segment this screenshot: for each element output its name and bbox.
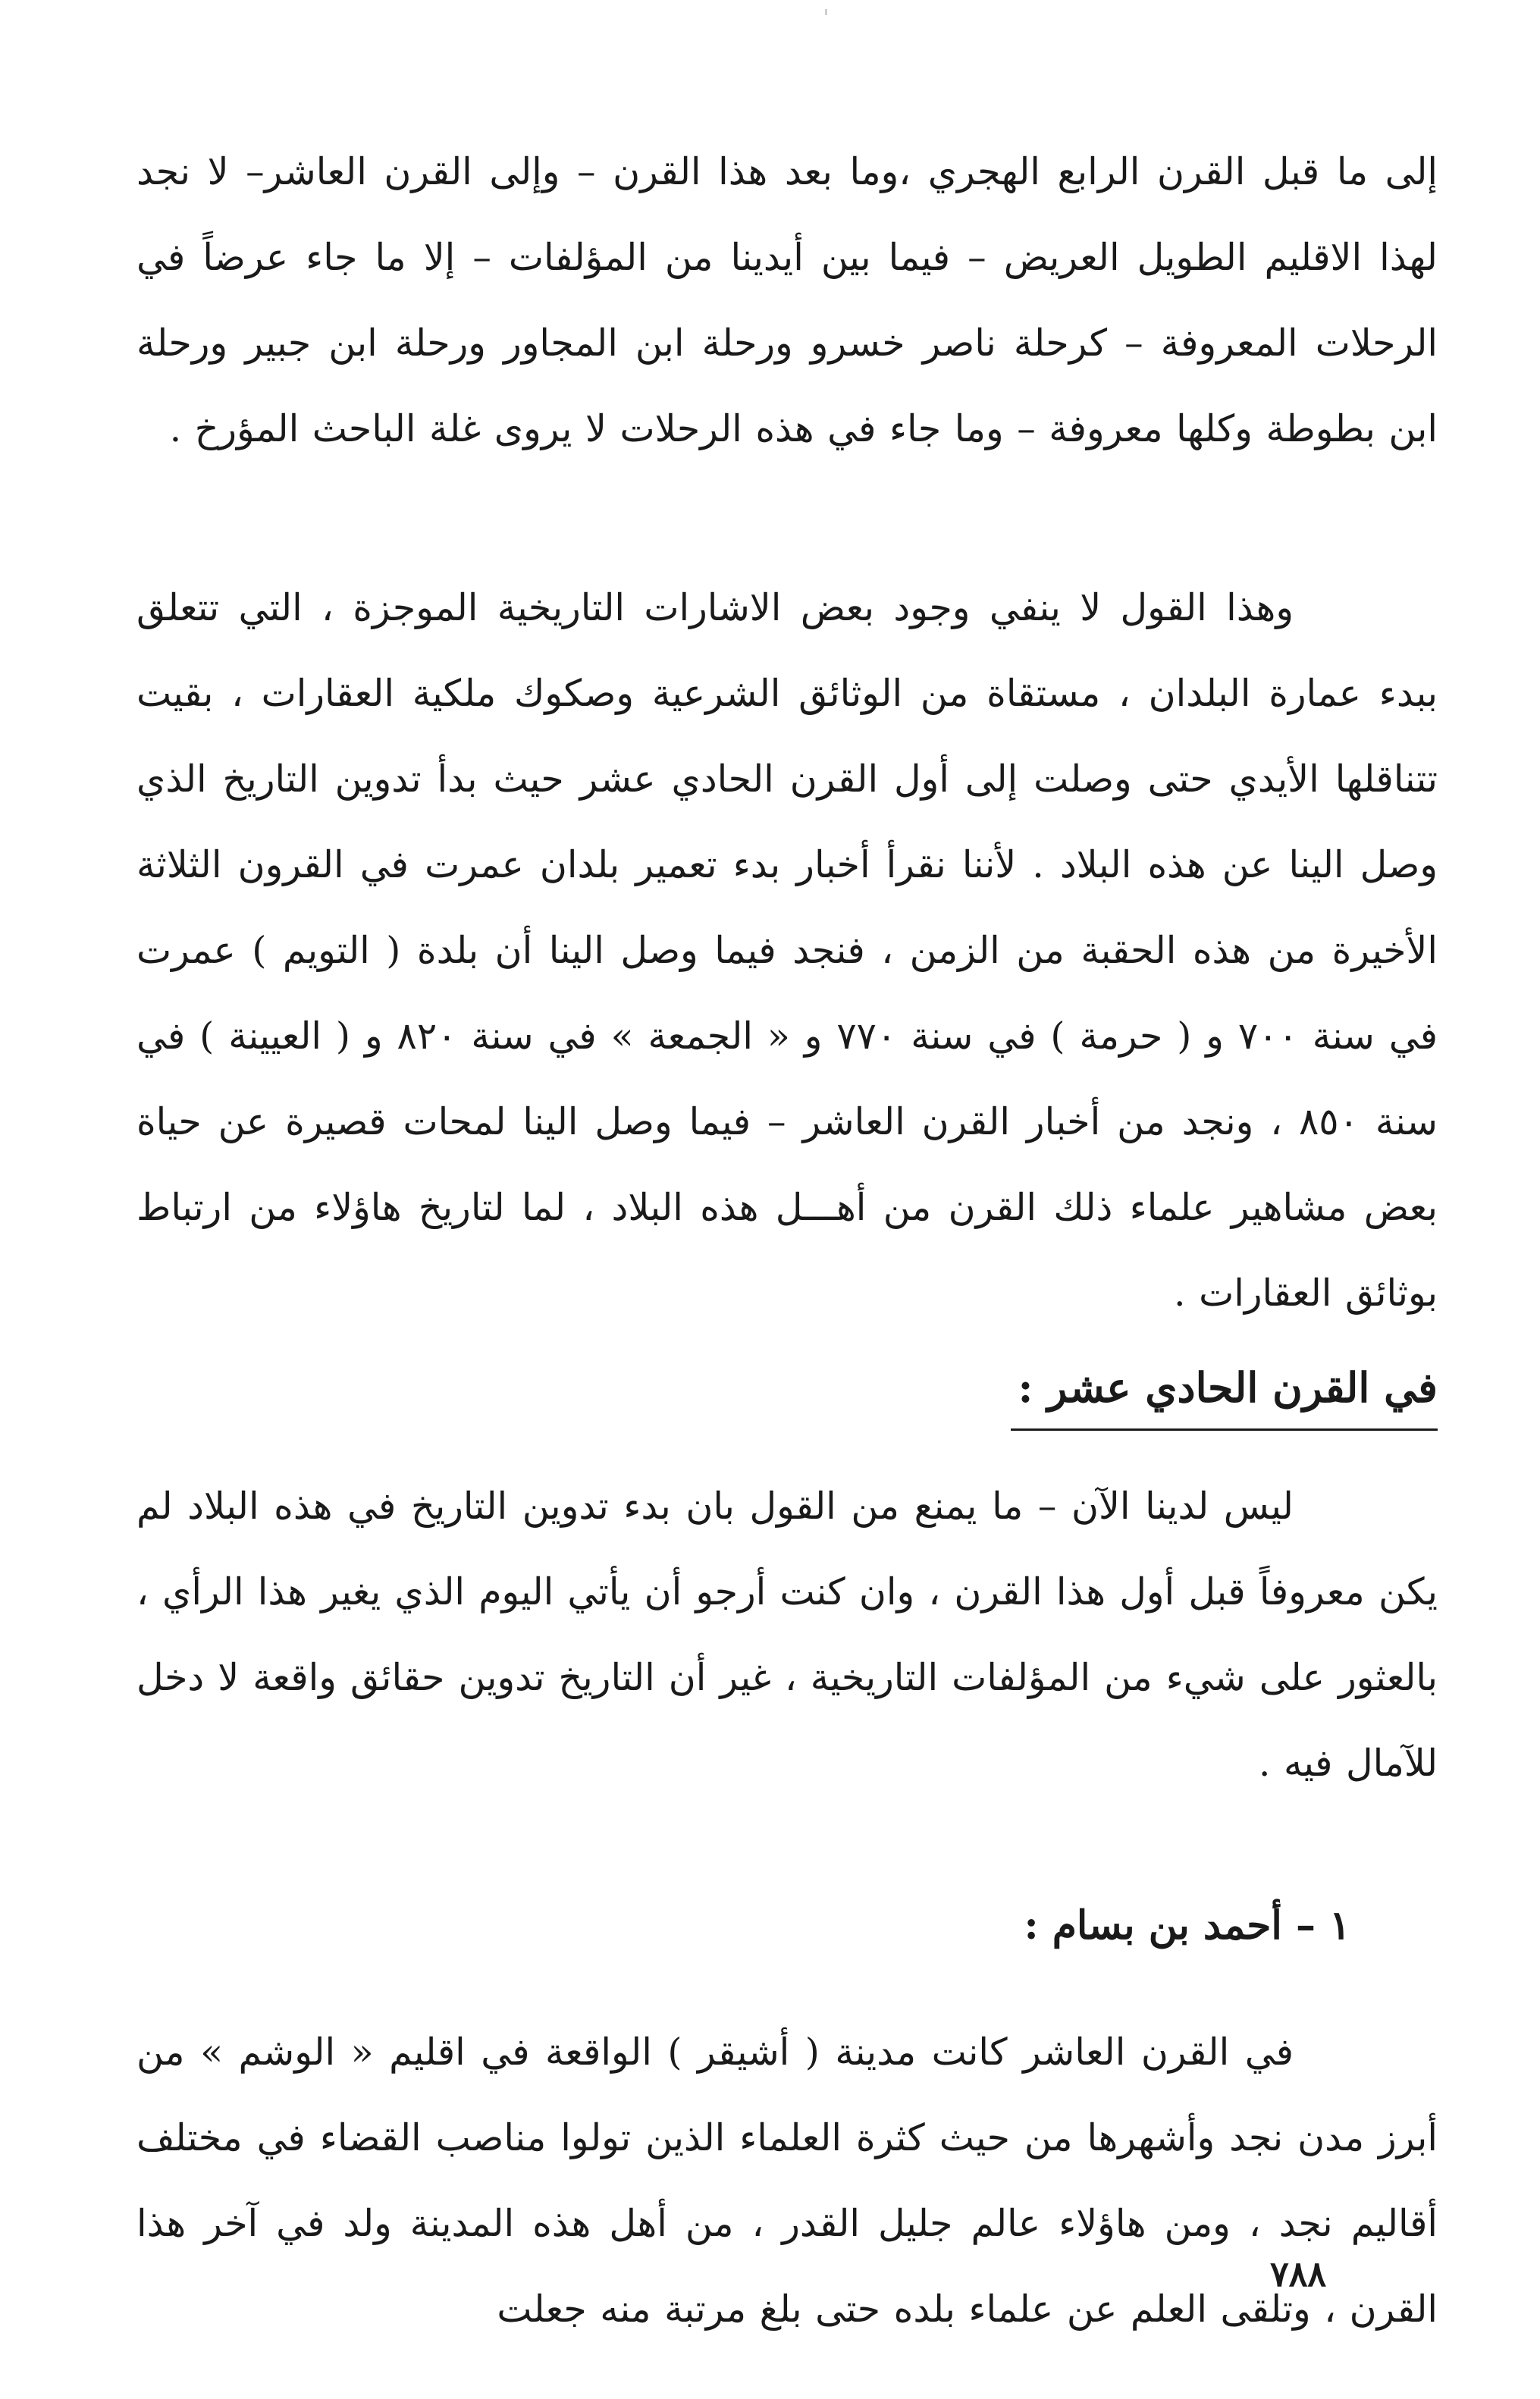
- paragraph-historical-references: وهذا القول لا ينفي وجود بعض الاشارات التاريخية الموجزة ، التي تتعلق ببدء عمارة البلدان ، مستقاة من الوثائق الشرعية وصكوك ملكية العقارات ، بقيت تتناقلها الأيدي حتى وصلت إلى أول القرن الحادي عشر حيث بدأ تدوين التاريخ الذي وصل الينا عن هذه البلاد . لأننا نقرأ أخبار بدء تعمير بلدان عمرت في القرون الثلاثة الأخيرة من هذه الحقبة من الزمن ، فنجد فيما وصل الينا أن بلدة ( التويم ) عمرت في سنة ٧٠٠ و ( حرمة ) في سنة ٧٧٠ و « الجمعة » في سنة ٨٢٠ و ( العيينة ) في سنة ٨٥٠ ، ونجد من أخبار القرن العاشر – فيما وصل الينا لمحات قصيرة عن حياة بعض مشاهير علماء ذلك القرن من أهـــل هذه البلاد ، لما لتاريخ هاؤلاء من ارتباط بوثائق العقارات .: [136, 586, 1438, 1315]
- paragraph-intro: إلى ما قبل القرن الرابع الهجري ،وما بعد هذا القرن – وإلى القرن العاشر– لا نجد لهذا الاقليم الطويل العريض – فيما بين أيدينا من المؤلفات – إلا ما جاء عرضاً في الرحلات المعروفة – كرحلة ناصر خسرو ورحلة ابن المجاور ورحلة ابن جبير ورحلة ابن بطوطة وكلها معروفة – وما جاء في هذه الرحلات لا يروى غلة الباحث المؤرخ .: [136, 150, 1438, 450]
- page-number: ٧٨٨: [1270, 2253, 1327, 2294]
- scan-mark: [825, 9, 827, 15]
- paragraph-ibn-bassam: في القرن العاشر كانت مدينة ( أشيقر ) الواقعة في اقليم « الوشم » من أبرز مدن نجد وأشهرها من حيث كثرة العلماء الذين تولوا مناصب القضاء في مختلف أقاليم نجد ، ومن هاؤلاء عالم جليل القدر ، من أهل هذه المدينة ولد في آخر هذا القرن ، وتلقى العلم عن علماء بلده حتى بلغ مرتبة منه جعلت: [136, 2031, 1438, 2331]
- paragraph-eleventh-century: ليس لدينا الآن – ما يمنع من القول بان بدء تدوين التاريخ في هذه البلاد لم يكن معروفاً قبل أول هذا القرن ، وان كنت أرجو أن يأتي اليوم الذي يغير هذا الرأي ، بالعثور على شيء من المؤلفات التاريخية ، غير أن التاريخ تدوين حقائق واقعة لا دخل للآمال فيه .: [136, 1485, 1438, 1785]
- section-heading: في القرن الحادي عشر :: [1011, 1357, 1438, 1431]
- subsection-heading: ١ – أحمد بن بسام :: [1024, 1902, 1350, 1949]
